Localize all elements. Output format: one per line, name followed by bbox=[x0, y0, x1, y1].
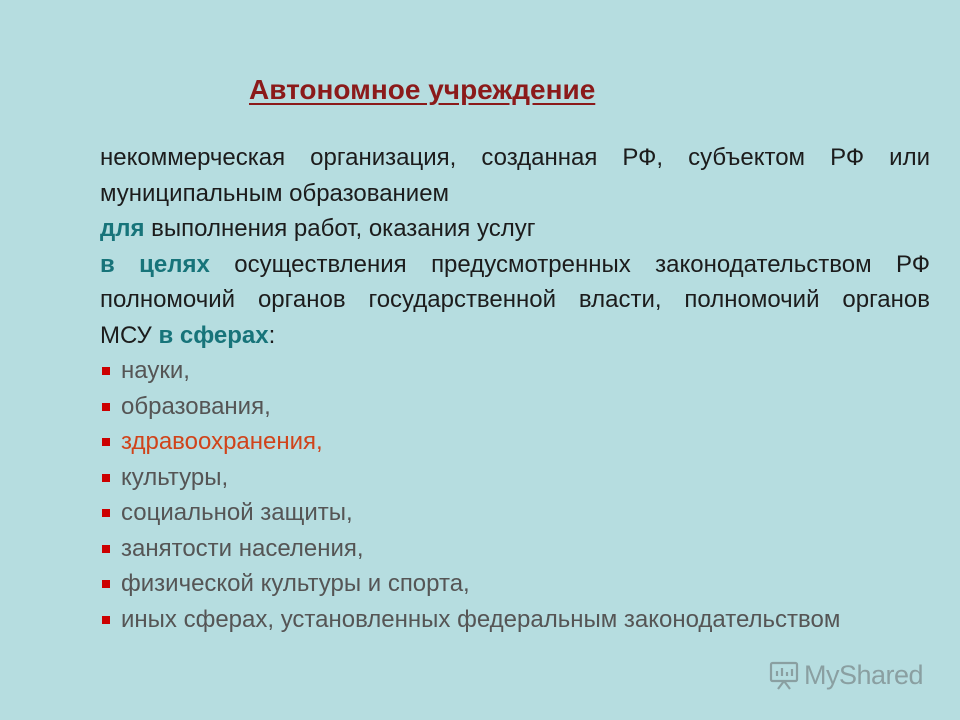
sphere-item bbox=[100, 495, 930, 531]
sphere-item bbox=[100, 424, 930, 460]
square-bullet-icon bbox=[102, 474, 110, 482]
presentation-icon bbox=[768, 659, 800, 691]
sphere-item-label: культуры, bbox=[121, 463, 229, 491]
sphere-item-label: науки, bbox=[121, 357, 190, 384]
spheres-keyword: в сферах bbox=[158, 321, 269, 349]
sphere-item-label: физической культуры и спорта, bbox=[121, 570, 470, 597]
square-bullet-icon bbox=[102, 403, 110, 411]
square-bullet-icon bbox=[102, 509, 110, 517]
slide-title: Автономное учреждение bbox=[249, 74, 596, 105]
sphere-item bbox=[100, 602, 930, 638]
sphere-item bbox=[100, 353, 930, 389]
sphere-item-label: образования, bbox=[121, 392, 271, 420]
square-bullet-icon bbox=[102, 367, 110, 375]
goal-line-3 bbox=[100, 318, 930, 354]
spheres-colon: : bbox=[268, 321, 276, 349]
watermark bbox=[768, 656, 923, 694]
sphere-item-label: занятости населения, bbox=[121, 534, 364, 562]
sphere-item-label: социальной защиты, bbox=[121, 499, 353, 526]
sphere-item bbox=[100, 389, 930, 425]
purpose-text: выполнения работ, оказания услуг bbox=[144, 215, 536, 242]
goal-text-1: осуществления предусмотренных законодательством РФ bbox=[209, 250, 930, 278]
square-bullet-icon bbox=[102, 438, 110, 446]
goal-line-1 bbox=[100, 247, 930, 283]
goal-keyword: в целях bbox=[100, 250, 210, 278]
definition-block bbox=[100, 140, 930, 637]
sphere-item bbox=[100, 566, 930, 602]
watermark-text: MyShared bbox=[804, 659, 924, 690]
goal-line-2: полномочий органов государственной власти, полномочий органов bbox=[100, 286, 930, 313]
square-bullet-icon bbox=[102, 545, 110, 553]
sphere-item-label: иных сферах, установленных федеральным законодательством bbox=[121, 605, 841, 633]
definition-line-1: некоммерческая организация, созданная РФ, субъектом РФ или bbox=[100, 144, 930, 171]
square-bullet-icon bbox=[102, 580, 110, 588]
sphere-item bbox=[100, 531, 930, 567]
goal-text-3: МСУ bbox=[100, 321, 159, 349]
sphere-item-label: здравоохранения, bbox=[121, 428, 323, 455]
sphere-item bbox=[100, 460, 930, 496]
purpose-line bbox=[100, 211, 930, 247]
square-bullet-icon bbox=[102, 616, 110, 624]
definition-line-2: муниципальным образованием bbox=[100, 179, 450, 207]
spheres-list bbox=[100, 353, 930, 637]
purpose-keyword: для bbox=[100, 215, 145, 242]
